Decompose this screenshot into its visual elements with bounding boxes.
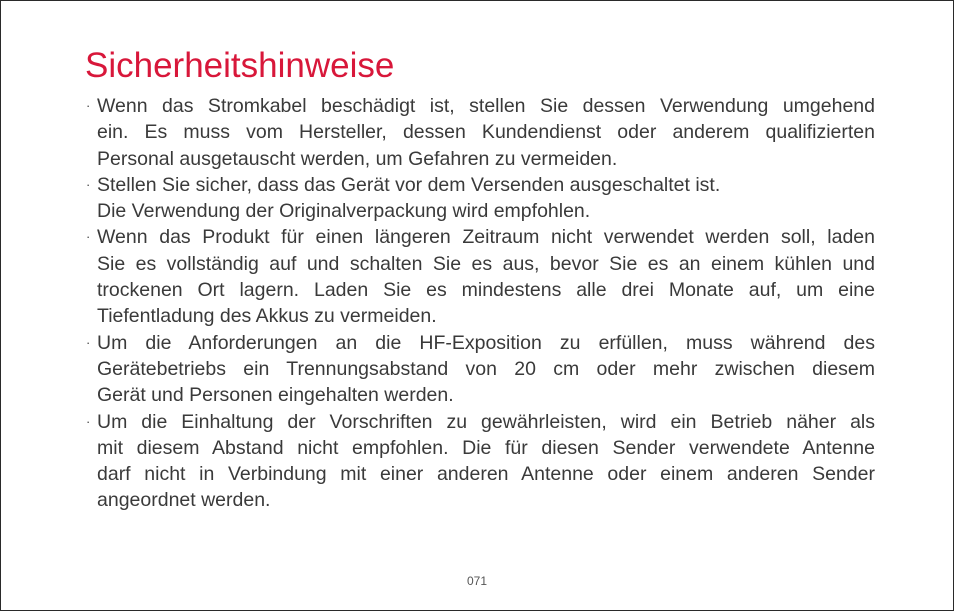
bullet-dot-icon: · — [86, 229, 91, 245]
bullet-line: Stellen Sie sicher, dass das Gerät vor dem Versenden ausgeschaltet ist. — [97, 173, 721, 196]
page-title: Sicherheitshinweise — [85, 46, 395, 85]
bullet-line: Um die Einhaltung der Vorschriften zu gewährleisten, wird ein Betrieb näher als — [97, 410, 875, 433]
bullet-line: mit diesem Abstand nicht empfohlen. Die für diesen Sender verwendete Antenne — [97, 436, 875, 459]
bullet-item — [85, 409, 875, 514]
bullet-line: Gerät und Personen eingehalten werden. — [97, 384, 454, 407]
bullet-line: Wenn das Produkt für einen längeren Zeitraum nicht verwendet werden soll, laden — [97, 226, 875, 249]
bullet-line: ein. Es muss vom Hersteller, dessen Kundendienst oder anderem qualifizierten — [97, 121, 875, 144]
bullet-item — [85, 172, 875, 225]
bullet-line: Sie es vollständig auf und schalten Sie es aus, bevor Sie es an einem kühlen und — [97, 252, 875, 275]
bullet-item — [85, 224, 875, 329]
bullet-line: darf nicht in Verbindung mit einer anderen Antenne oder einem anderen Sender — [97, 463, 875, 486]
bullet-line: Die Verwendung der Originalverpackung wird empfohlen. — [97, 200, 591, 223]
bullet-dot-icon: · — [86, 98, 91, 113]
bullet-dot-icon: · — [86, 176, 91, 192]
bullet-line: Tiefentladung des Akkus zu vermeiden. — [97, 305, 437, 328]
page-number: 071 — [466, 574, 488, 588]
bullet-dot-icon: · — [86, 334, 91, 350]
bullet-line: Wenn das Stromkabel beschädigt ist, stellen Sie dessen Verwendung umgehend — [97, 95, 875, 117]
bullet-item — [85, 330, 875, 409]
bullet-line: Um die Anforderungen an die HF-Exposition zu erfüllen, muss während des — [97, 331, 875, 354]
bullet-line: angeordnet werden. — [97, 489, 271, 512]
bullet-line: trockenen Ort lagern. Laden Sie es mindestens alle drei Monate auf, um eine — [97, 279, 875, 302]
bullet-dot-icon: · — [86, 413, 91, 429]
safety-bullet-list — [85, 93, 875, 514]
bullet-line: Gerätebetriebs ein Trennungsabstand von 20 cm oder mehr zwischen diesem — [97, 357, 875, 380]
bullet-line: Personal ausgetauscht werden, um Gefahren zu vermeiden. — [97, 147, 618, 170]
bullet-item — [85, 93, 875, 172]
